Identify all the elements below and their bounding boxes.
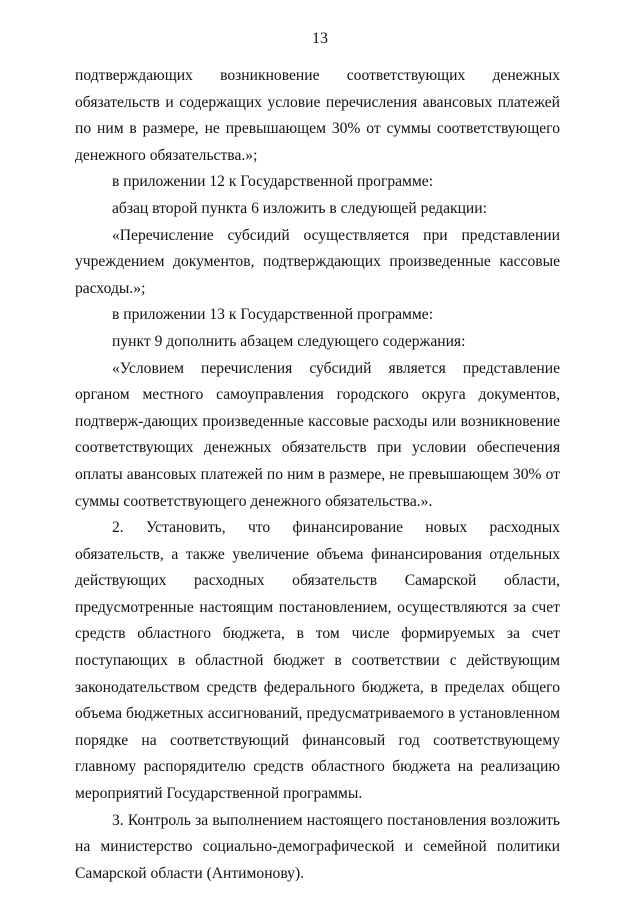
paragraph-continuation: подтверждающих возникновение соответствующих денежных обязательств и содержащих условие перечисления авансовых платежей по ним в размере, не превышающем 30% от суммы соответствующего денежного обязательства.»; — [75, 67, 560, 164]
page-number: 13 — [312, 30, 328, 47]
paragraph-quoted-subsidy-condition: «Условием перечисления субсидий является представление органом местного самоуправления городского округа документов, подтверж-дающих произведенные кассовые расходы или возникновение соответствующих денежных обязательств при условии обеспечения оплаты авансовых платежей по ним в размере, не превышающем 30% от суммы соответствующего денежного обязательства.». — [75, 359, 560, 510]
document-body — [75, 63, 560, 887]
paragraph-quoted-subsidy-transfer: «Перечисление субсидий осуществляется при представлении учреждением документов, подтверждающих произведенные кассовые расходы.»; — [75, 226, 560, 297]
section-2-financing: 2. Установить, что финансирование новых расходных обязательств, а также увеличение объема финансирования отдельных действующих расходных обязательств Самарской области, предусмотренные настоящим постановлением, осуществляются за счет средств областного бюджета, в том числе формируемых за счет поступающих в областной бюджет в соответствии с действующим законодательством средств федерального бюджета, в пределах общего объема бюджетных ассигнований, предусматриваемого в установленном порядке на соответствующий финансовый год соответствующему главному распорядителю средств областного бюджета на реализацию мероприятий Государственной программы. — [75, 519, 560, 803]
paragraph-amendment-point-6: абзац второй пункта 6 изложить в следующей редакции: — [112, 199, 487, 217]
section-3-control: 3. Контроль за выполнением настоящего постановления возложить на министерство социально-демографической и семейной политики Самарской области (Антимонову). — [75, 811, 560, 882]
paragraph-amendment-point-9: пункт 9 дополнить абзацем следующего содержания: — [112, 332, 466, 350]
paragraph-appendix-12: в приложении 12 к Государственной программе: — [112, 173, 434, 191]
paragraph-appendix-13: в приложении 13 к Государственной программе: — [112, 306, 434, 324]
